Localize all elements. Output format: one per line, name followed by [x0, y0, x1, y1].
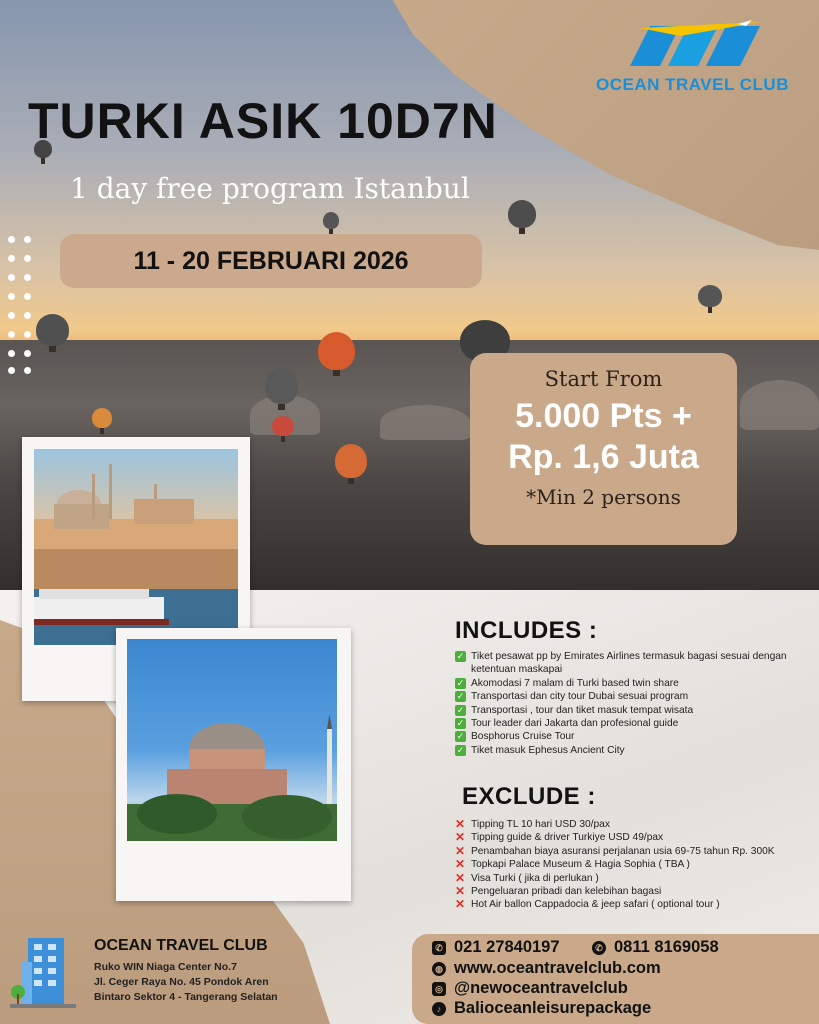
- tiktok-icon: ♪: [432, 1002, 446, 1016]
- list-item: ✓ Transportasi , tour dan tiket masuk tempat wisata: [456, 704, 694, 716]
- whatsapp-contact[interactable]: ✆ 0811 8169058: [592, 938, 719, 957]
- list-item: ✕ Visa Turki ( jika di perlukan ): [455, 870, 599, 885]
- cross-icon: ✕: [455, 870, 466, 885]
- otc-logo-icon: [620, 16, 770, 70]
- balloon-icon: [698, 285, 722, 307]
- whatsapp-icon: ✆: [592, 941, 606, 955]
- list-item: ✕ Topkapi Palace Museum & Hagia Sophia ( TBA ): [455, 857, 690, 872]
- balloon-icon: [318, 332, 355, 370]
- company-address: Ruko WIN Niaga Center No.7 Jl. Ceger Raya No. 45 Pondok Aren Bintaro Sektor 4 - Tangerang Selatan: [94, 961, 278, 1003]
- cross-icon: ✕: [455, 817, 466, 831]
- contact-box: [412, 934, 819, 1024]
- brand-name: OCEAN TRAVEL CLUB: [596, 75, 789, 94]
- balloon-icon: [508, 200, 536, 228]
- globe-icon: ◍: [432, 962, 446, 976]
- exclude-list: [455, 818, 810, 912]
- hagia-sophia-image: [127, 639, 337, 841]
- website-link[interactable]: ◍ www.oceantravelclub.com: [432, 959, 661, 978]
- instagram-link[interactable]: ◎ @newoceantravelclub: [432, 979, 628, 998]
- istanbul-image: [34, 449, 238, 645]
- balloon-icon: [92, 408, 112, 428]
- list-item: ✕ Tipping TL 10 hari USD 30/pax: [455, 817, 610, 831]
- balloon-icon: [265, 368, 298, 404]
- price-rupiah: Rp. 1,6 Juta: [508, 438, 699, 476]
- instagram-icon: ◎: [432, 982, 446, 996]
- list-item: ✕ Penambahan biaya asuransi perjalanan usia 69-75 tahun Rp. 300K: [455, 843, 775, 858]
- cross-icon: ✕: [455, 843, 466, 858]
- balloon-icon: [323, 212, 339, 229]
- balloon-icon: [335, 444, 367, 478]
- date-badge: 11 - 20 FEBRUARI 2026: [60, 234, 482, 288]
- list-item: ✕ Hot Air ballon Cappadocia & jeep safari ( optional tour ): [455, 897, 720, 912]
- checkmark-icon: ✓: [456, 718, 465, 729]
- rock-formation: [380, 405, 470, 440]
- balloon-icon: [272, 416, 294, 436]
- balloon-icon: [36, 314, 69, 346]
- price-minimum: *Min 2 persons: [526, 485, 681, 509]
- list-item: ✓ Transportasi dan city tour Dubai sesuai program: [456, 691, 689, 703]
- company-name: OCEAN TRAVEL CLUB: [94, 937, 268, 954]
- phone-icon: ✆: [432, 941, 446, 955]
- phone-contact[interactable]: ✆ 021 27840197: [432, 938, 560, 957]
- checkmark-icon: ✓: [456, 704, 465, 715]
- list-item: ✕ Pengeluaran pribadi dan kelebihan bagasi: [455, 884, 662, 899]
- building-icon: [10, 932, 76, 1008]
- rock-formation: [740, 380, 819, 430]
- list-item: ✓ Tiket masuk Ephesus Ancient City: [456, 744, 625, 756]
- price-start-label: Start From: [544, 367, 663, 391]
- price-points: 5.000 Pts +: [515, 397, 692, 435]
- includes-title: INCLUDES :: [455, 617, 598, 644]
- list-item: ✓ Tiket pesawat pp by Emirates Airlines termasuk bagasi sesuai dengan ketentuan maskapai: [456, 651, 787, 676]
- hagia-sophia-photo: [116, 628, 351, 901]
- page-title: TURKI ASIK 10D7N: [28, 93, 498, 149]
- decorative-dots: [8, 236, 36, 376]
- exclude-title: EXCLUDE :: [462, 783, 596, 810]
- checkmark-icon: ✓: [456, 731, 465, 742]
- tiktok-link[interactable]: ♪ Balioceanleisurepackage: [432, 999, 651, 1018]
- cross-icon: ✕: [455, 897, 466, 912]
- list-item: ✓ Bosphorus Cruise Tour: [456, 731, 575, 743]
- list-item: ✓ Akomodasi 7 malam di Turki based twin share: [456, 677, 679, 689]
- list-item: ✕ Tipping guide & driver Turkiye USD 49/pax: [455, 830, 664, 845]
- checkmark-icon: ✓: [456, 691, 465, 702]
- includes-list: [455, 650, 810, 757]
- checkmark-icon: ✓: [456, 651, 465, 661]
- cross-icon: ✕: [455, 857, 466, 872]
- cross-icon: ✕: [455, 884, 466, 899]
- price-box: [470, 353, 737, 545]
- checkmark-icon: ✓: [456, 677, 465, 688]
- cross-icon: ✕: [455, 830, 466, 845]
- subtitle: 1 day free program Istanbul: [70, 172, 470, 205]
- checkmark-icon: ✓: [456, 744, 465, 755]
- list-item: ✓ Tour leader dari Jakarta dan profesional guide: [456, 718, 679, 730]
